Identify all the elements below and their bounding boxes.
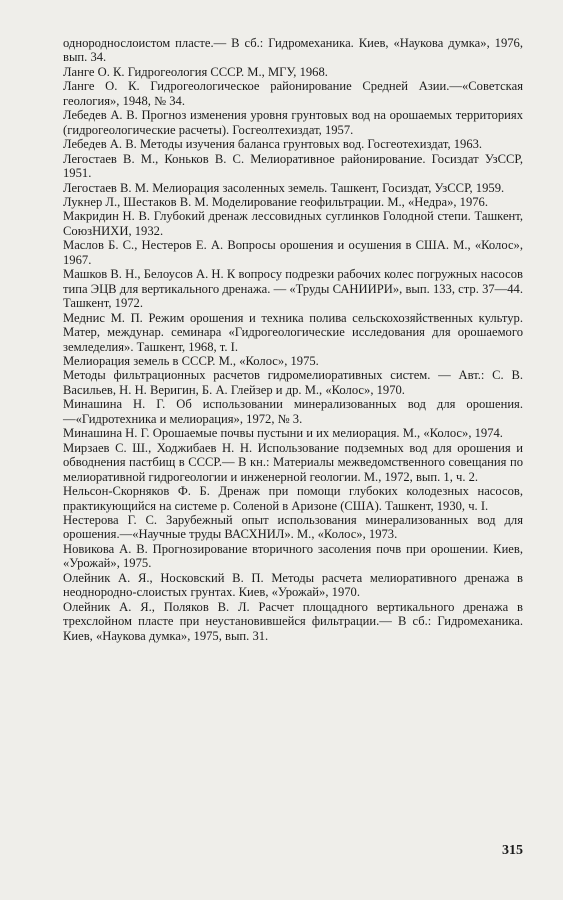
reference-entry: Машков В. Н., Белоусов А. Н. К вопросу подрезки рабочих колес погружных насосов типа ЭЦВ для вертикального дренажа. — «Труды САНИИРИ», вып. 133, стр. 37—44. Ташкент, 1972.	[63, 267, 523, 311]
reference-entry: Лебедев А. В. Методы изучения баланса грунтовых вод. Госгеотехиздат, 1963.	[63, 137, 483, 152]
reference-entry: Меднис М. П. Режим орошения и техника полива сельскохозяйственных культур. Матер, междунар. семинара «Гидрогеологические исследования для орошаемого земледелия». Ташкент, 1968, т. I.	[63, 310, 523, 354]
reference-entry: Минашина Н. Г. Орошаемые почвы пустыни и их мелиорация. М., «Колос», 1974.	[63, 426, 503, 441]
reference-entry: однороднослоистом пласте.— В сб.: Гидромеханика. Киев, «Наукова думка», 1976, вып. 34.	[63, 36, 523, 65]
reference-entry: Лебедев А. В. Прогноз изменения уровня грунтовых вод на орошаемых территориях (гидрогеологические расчеты). Госгеолтехиздат, 1957.	[63, 108, 523, 137]
reference-entry: Нестерова Г. С. Зарубежный опыт использования минерализованных вод для орошения.—«Научные труды ВАСХНИЛ». М., «Колос», 1973.	[63, 512, 523, 542]
reference-entry: Ланге О. К. Гидрогеологическое районирование Средней Азии.—«Советская геология», 1948, № 34.	[63, 79, 523, 108]
reference-entry: Олейник А. Я., Поляков В. Л. Расчет площадного вертикального дренажа в трехслойном пласте при неустановившейся фильтрации.— В сб.: Гидромеханика. Киев, «Наукова думка», 1975, вып. 31.	[63, 599, 523, 643]
reference-entry: Ланге О. К. Гидрогеология СССР. М., МГУ, 1968.	[63, 64, 328, 79]
reference-entry: Мелиорация земель в СССР. М., «Колос», 1975.	[63, 353, 319, 368]
reference-entry: Методы фильтрационных расчетов гидромелиоративных систем. — Авт.: С. В. Васильев, Н. Н. Веригин, Б. А. Глейзер и др. М., «Колос», 1970.	[63, 368, 523, 397]
bibliography-list	[63, 36, 523, 643]
reference-entry: Минашина Н. Г. Об использовании минерализованных вод для орошения.—«Гидротехника и мелиорация», 1972, № 3.	[63, 397, 523, 426]
reference-entry: Новикова А. В. Прогнозирование вторичного засоления почв при орошении. Киев, «Урожай», 1975.	[63, 541, 523, 571]
reference-entry: Мирзаев С. Ш., Ходжибаев Н. Н. Использование подземных вод для орошения и обводнения пастбищ в СССР.— В кн.: Материалы межведомственного совещания по мелиоративной гидрогеологии и инженерной геологии. М., 1972, вып. 1, ч. 2.	[63, 440, 523, 484]
reference-entry: Легостаев В. М. Мелиорация засоленных земель. Ташкент, Госиздат, УзССР, 1959.	[63, 180, 505, 195]
reference-entry: Нельсон-Скорняков Ф. Б. Дренаж при помощи глубоких колодезных насосов, практикующийся на системе р. Соленой в Аризоне (США). Ташкент, 1930, ч. I.	[63, 484, 523, 513]
reference-entry: Макридин Н. В. Глубокий дренаж лессовидных суглинков Голодной степи. Ташкент, СоюзНИХИ, 1932.	[63, 209, 523, 238]
page-number: 315	[502, 843, 523, 858]
reference-entry: Легостаев В. М., Коньков В. С. Мелиоративное районирование. Госиздат УзССР, 1951.	[63, 151, 523, 181]
reference-entry: Лукнер Л., Шестаков В. М. Моделирование геофильтрации. М., «Недра», 1976.	[63, 194, 489, 209]
reference-entry: Маслов Б. С., Нестеров Е. А. Вопросы орошения и осушения в США. М., «Колос», 1967.	[63, 238, 523, 267]
reference-entry: Олейник А. Я., Носковский В. П. Методы расчета мелиоративного дренажа в неоднородно-слоистых грунтах. Киев, «Урожай», 1970.	[63, 570, 523, 600]
